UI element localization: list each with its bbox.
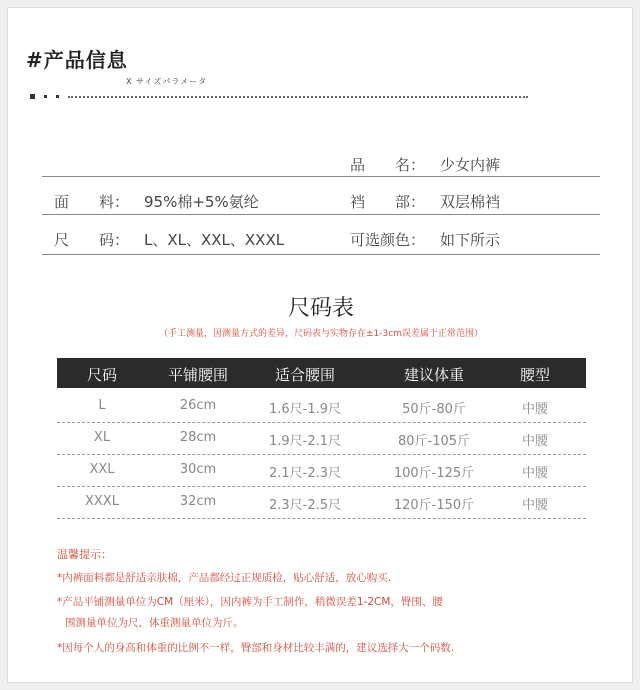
table-row [57, 455, 586, 487]
column-header: 平铺腰围 [167, 366, 229, 384]
info-rule [42, 254, 600, 255]
section-subtitle: X サイズパラメータ [126, 77, 208, 86]
column-header: 腰型 [519, 366, 551, 384]
info-label-material: 面 料： [54, 193, 130, 211]
cell-size: XXL [89, 462, 115, 477]
info-value-name: 少女内裤 [440, 156, 501, 174]
size-chart-title: 尺码表 [287, 296, 354, 321]
cell-flat-waist: 30cm [179, 462, 217, 477]
cell-waist-type: 中腰 [521, 498, 549, 513]
info-label-color: 可选颜色： [350, 231, 426, 249]
divider-dot [44, 95, 47, 98]
cell-flat-waist: 28cm [179, 430, 217, 445]
info-label-name: 品 名： [350, 156, 426, 174]
tip-item: 围测量单位为尺，体重测量单位为斤。 [65, 617, 244, 629]
info-value-color: 如下所示 [440, 231, 501, 249]
info-rule [42, 176, 600, 177]
info-value-size: L、XL、XXL、XXXL [144, 231, 285, 249]
cell-weight: 120斤-150斤 [393, 498, 475, 513]
info-rule [42, 214, 600, 215]
cell-fit-waist: 2.3尺-2.5尺 [268, 498, 342, 513]
divider-dot [56, 95, 59, 98]
cell-weight: 80斤-105斤 [397, 434, 471, 449]
divider-square [30, 94, 35, 99]
table-row [57, 391, 586, 423]
cell-size: XL [93, 430, 111, 445]
divider-dotted-line [68, 96, 528, 98]
column-header: 适合腰围 [274, 366, 336, 384]
tip-item: *内裤面料都是舒适亲肤棉，产品都经过正规质检，贴心舒适，放心购买. [57, 572, 392, 584]
column-header: 尺码 [86, 366, 118, 384]
cell-fit-waist: 1.6尺-1.9尺 [268, 402, 342, 417]
dotted-divider [30, 94, 530, 100]
cell-waist-type: 中腰 [521, 434, 549, 449]
cell-weight: 100斤-125斤 [393, 466, 475, 481]
info-label-crotch: 裆 部： [350, 193, 426, 211]
cell-fit-waist: 1.9尺-2.1尺 [268, 434, 342, 449]
info-label-size: 尺 码： [54, 231, 130, 249]
tips-title: 温馨提示： [57, 548, 112, 561]
size-table-header [57, 358, 586, 388]
cell-fit-waist: 2.1尺-2.3尺 [268, 466, 342, 481]
table-row [57, 487, 586, 519]
cell-size: L [98, 398, 106, 413]
product-info-card [7, 7, 633, 683]
info-value-material: 95%棉+5%氨纶 [144, 193, 259, 211]
tip-item: *因每个人的身高和体重的比例不一样，臀部和身材比较丰满的，建议选择大一个码数. [57, 642, 455, 654]
column-header: 建议体重 [403, 366, 465, 384]
info-row-size [42, 220, 600, 256]
cell-flat-waist: 32cm [179, 494, 217, 509]
cell-size: XXXL [85, 494, 119, 509]
cell-waist-type: 中腰 [521, 466, 549, 481]
cell-flat-waist: 26cm [179, 398, 217, 413]
cell-weight: 50斤-80斤 [402, 402, 466, 417]
tip-item: *产品平铺测量单位为CM（厘米），因内裤为手工制作，稍微误差1-2CM，臀围、腰 [57, 596, 443, 608]
size-chart-note: （手工测量，因测量方式的差异，尺码表与实物存在±1-3cm误差属于正常范围） [159, 329, 483, 339]
table-row [57, 423, 586, 455]
cell-waist-type: 中腰 [521, 402, 549, 417]
info-row-material [42, 182, 600, 218]
section-title: #产品信息 [26, 48, 128, 72]
info-value-crotch: 双层棉裆 [440, 193, 501, 211]
